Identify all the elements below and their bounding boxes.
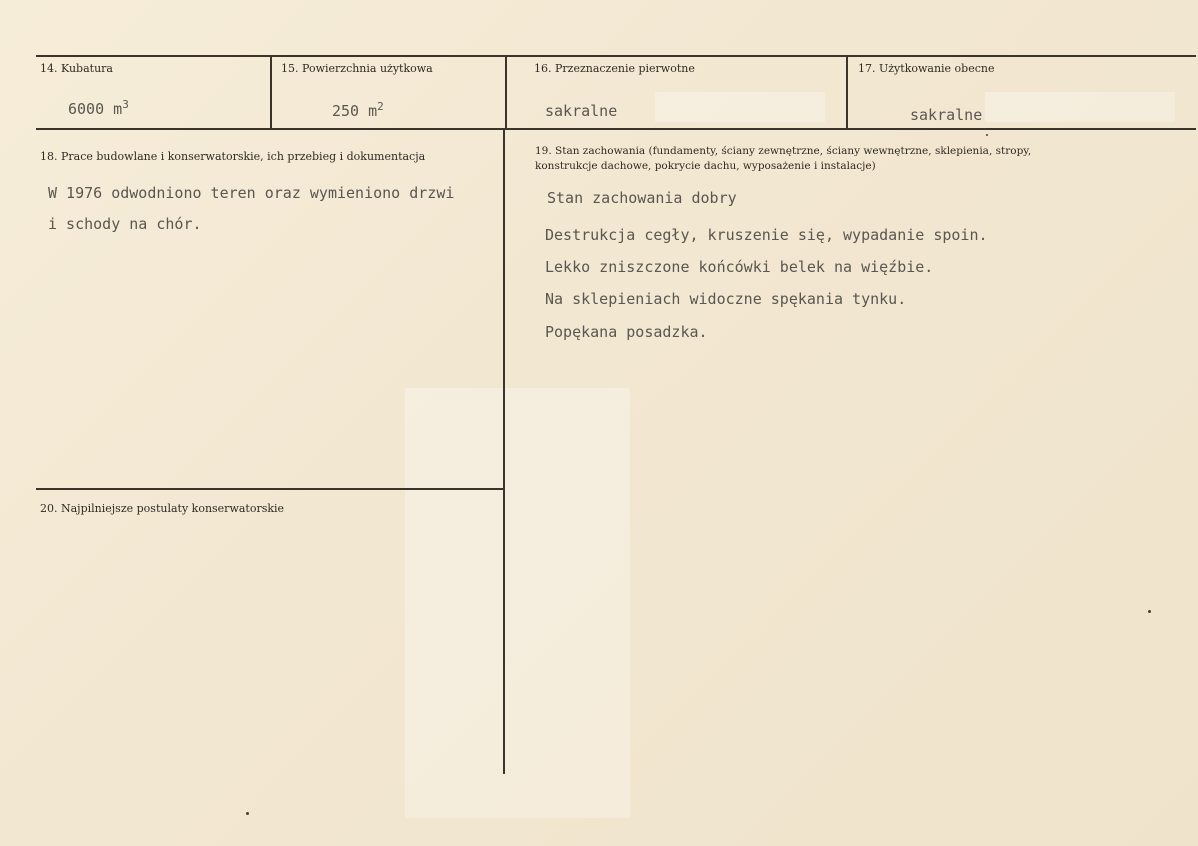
paper-stain [655,92,825,122]
paper-speck [1148,610,1151,613]
paper-speck [246,812,249,815]
divider-15-16 [505,55,507,130]
label-powierzchnia: 15. Powierzchnia użytkowa [281,62,433,75]
paper-stain [985,92,1175,122]
row1-bottom-rule [36,128,1196,130]
text-line: Lekko zniszczone końcówki belek na więźbie. [545,258,934,276]
divider-main [503,128,505,774]
label-kubatura: 14. Kubatura [40,62,113,75]
unit-exponent: 3 [122,98,129,111]
text-line: Stan zachowania dobry [547,189,737,207]
text-line: Destrukcja cegły, kruszenie się, wypadanie spoin. [545,226,988,244]
divider-14-15 [270,55,272,130]
paper-speck [986,134,988,136]
text-line: Na sklepieniach widoczne spękania tynku. [545,290,907,308]
divider-16-17 [846,55,848,130]
value-kubatura: 6000 $m^3$ [68,98,129,118]
label-prace-budowlane: 18. Prace budowlane i konserwatorskie, ich przebieg i dokumentacja [40,150,426,163]
section18-bottom-rule [36,488,503,490]
text-line: Popękana posadzka. [545,323,708,341]
label-uzytkowanie: 17. Użytkowanie obecne [858,62,995,75]
label-stan-zachowania: 19. Stan zachowania (fundamenty, ściany zewnętrzne, ściany wewnętrzne, sklepienia, stropy, [535,145,1032,157]
paper-stain [405,388,630,818]
label-przeznaczenie: 16. Przeznaczenie pierwotne [534,62,695,75]
value-przeznaczenie: sakralne [545,102,618,120]
label-postulaty: 20. Najpilniejsze postulaty konserwatorskie [40,502,285,515]
label-stan-zachowania-cont: konstrukcje dachowe, pokrycie dachu, wyposażenie i instalacje) [535,160,876,172]
text-line: i schody na chór. [48,215,202,233]
top-rule [36,55,1196,57]
text-line: W 1976 odwodniono teren oraz wymieniono drzwi [48,184,455,202]
unit-exponent: 2 [377,100,384,113]
value-uzytkowanie: sakralne [910,106,983,124]
value-powierzchnia: 250 $m^2$ [332,100,384,120]
